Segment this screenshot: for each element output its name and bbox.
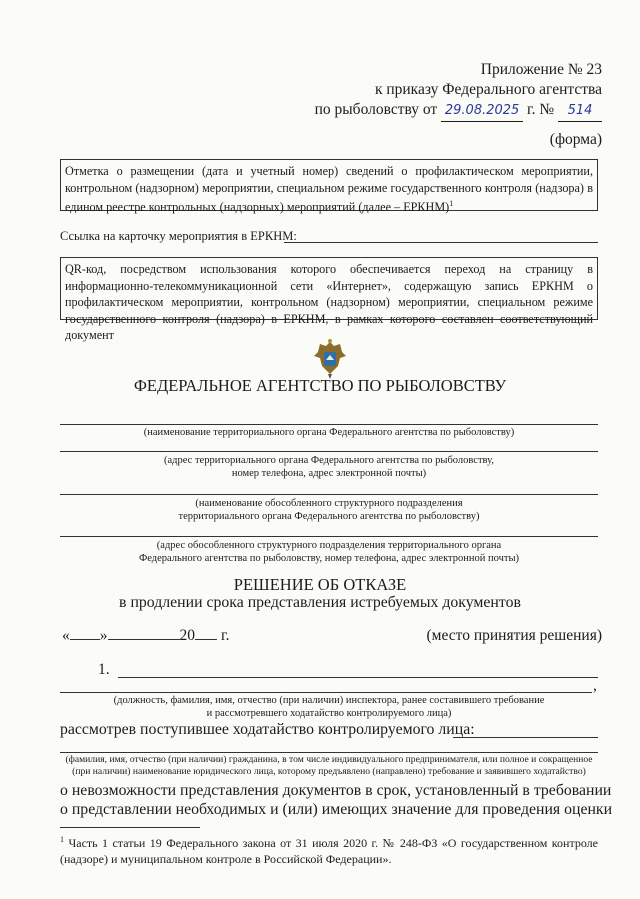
- footnote-separator: [60, 827, 200, 828]
- qr-code-box: QR-код, посредством использования которого обеспечивается переход на страницу в информационно-телекоммуникационной сети «Интернет», содержащую запись ЕРКНМ о профилактическом мероприятии, контрольном (надзорном) мероприятии, специальном режиме государственного контроля (надзора) в ЕРКНМ, в рамках которого составлен соответствующий документ: [60, 257, 598, 320]
- territorial-address-line[interactable]: [60, 451, 598, 452]
- caption-inspector: (должность, фамилия, имя, отчество (при наличии) инспектора, ранее составившего требование и рассмотревшего ходатайство контролируемого лица): [113, 695, 545, 719]
- inspector-line-2[interactable]: [60, 692, 592, 693]
- item-comma: ,: [593, 677, 597, 694]
- caption-controlled-person: (фамилия, имя, отчество (при наличии) гражданина, в том числе индивидуального предпринимателя, или полное и сокращенное (при наличии) наименование юридического лица, которому предъявлено (направлено) требование и заявившего ходатайство): [65, 754, 593, 777]
- place-of-decision: (место принятия решения): [426, 627, 602, 644]
- day-field[interactable]: [70, 639, 100, 640]
- handwritten-date: 29.08.2025: [441, 101, 523, 122]
- erknm-link-line[interactable]: [284, 242, 598, 243]
- inspector-line-1[interactable]: [118, 677, 598, 678]
- territorial-body-line[interactable]: [60, 424, 598, 425]
- decision-subtitle: в продлении срока представления истребуемых документов: [119, 594, 521, 611]
- decision-title: РЕШЕНИЕ ОБ ОТКАЗЕ: [233, 575, 407, 594]
- considered-label: рассмотрев поступившее ходатайство контролируемого лица:: [60, 721, 475, 738]
- date-row: « » 20 г.: [62, 627, 230, 644]
- body-line-2: о представлении необходимых и (или) имеющих значение для проведения оценки: [60, 801, 613, 818]
- subdivision-line[interactable]: [60, 494, 598, 495]
- appendix-line1: Приложение № 23: [480, 61, 602, 78]
- subdivision-address-line[interactable]: [60, 536, 598, 537]
- appendix-line2: к приказу Федерального агентства: [374, 81, 602, 98]
- caption-territorial-body: (наименование территориального органа Федерального агентства по рыболовству): [143, 427, 515, 438]
- year-field[interactable]: [195, 639, 217, 640]
- form-label: (форма): [549, 131, 602, 148]
- footnote: $^1$ Часть 1 статьи 19 Федерального закона от 31 июля 2020 г. № 248-ФЗ «О государственном контроле (надзоре) и муниципальном контроле в Российской Федерации».: [60, 835, 598, 866]
- coat-of-arms-icon: [312, 338, 348, 380]
- erknm-link-label: Ссылка на карточку мероприятия в ЕРКНМ:: [60, 229, 297, 243]
- controlled-person-line-1[interactable]: [453, 737, 598, 738]
- month-field[interactable]: [108, 639, 180, 640]
- handwritten-number: 514: [558, 101, 602, 122]
- appendix-header: [242, 60, 602, 122]
- controlled-person-line-2[interactable]: [60, 752, 598, 753]
- erknm-mark-box: Отметка о размещении (дата и учетный номер) сведений о профилактическом мероприятии, контрольном (надзорном) мероприятии, специальном режиме государственного контроля (надзора) в едином реестре контрольных (надзорных) мероприятий (далее – ЕРКНМ)$^1$: [60, 159, 598, 211]
- caption-subdivision-address: (адрес обособленного структурного подразделения территориального органа Федерального агентства по рыболовству, номер телефона, адрес электронной почты): [138, 540, 520, 564]
- agency-name: ФЕДЕРАЛЬНОЕ АГЕНТСТВО ПО РЫБОЛОВСТВУ: [133, 376, 507, 395]
- caption-territorial-address: (адрес территориального органа Федерального агентства по рыболовству, номер телефона, адрес электронной почты): [164, 455, 494, 479]
- caption-subdivision: (наименование обособленного структурного подразделения территориального органа Федерального агентства по рыболовству): [178, 498, 480, 522]
- appendix-line3: по рыболовству от 29.08.2025 г. № 514: [242, 100, 602, 122]
- item-number: 1.: [98, 661, 110, 678]
- body-line-1: о невозможности представления документов в срок, установленный в требовании: [60, 782, 612, 799]
